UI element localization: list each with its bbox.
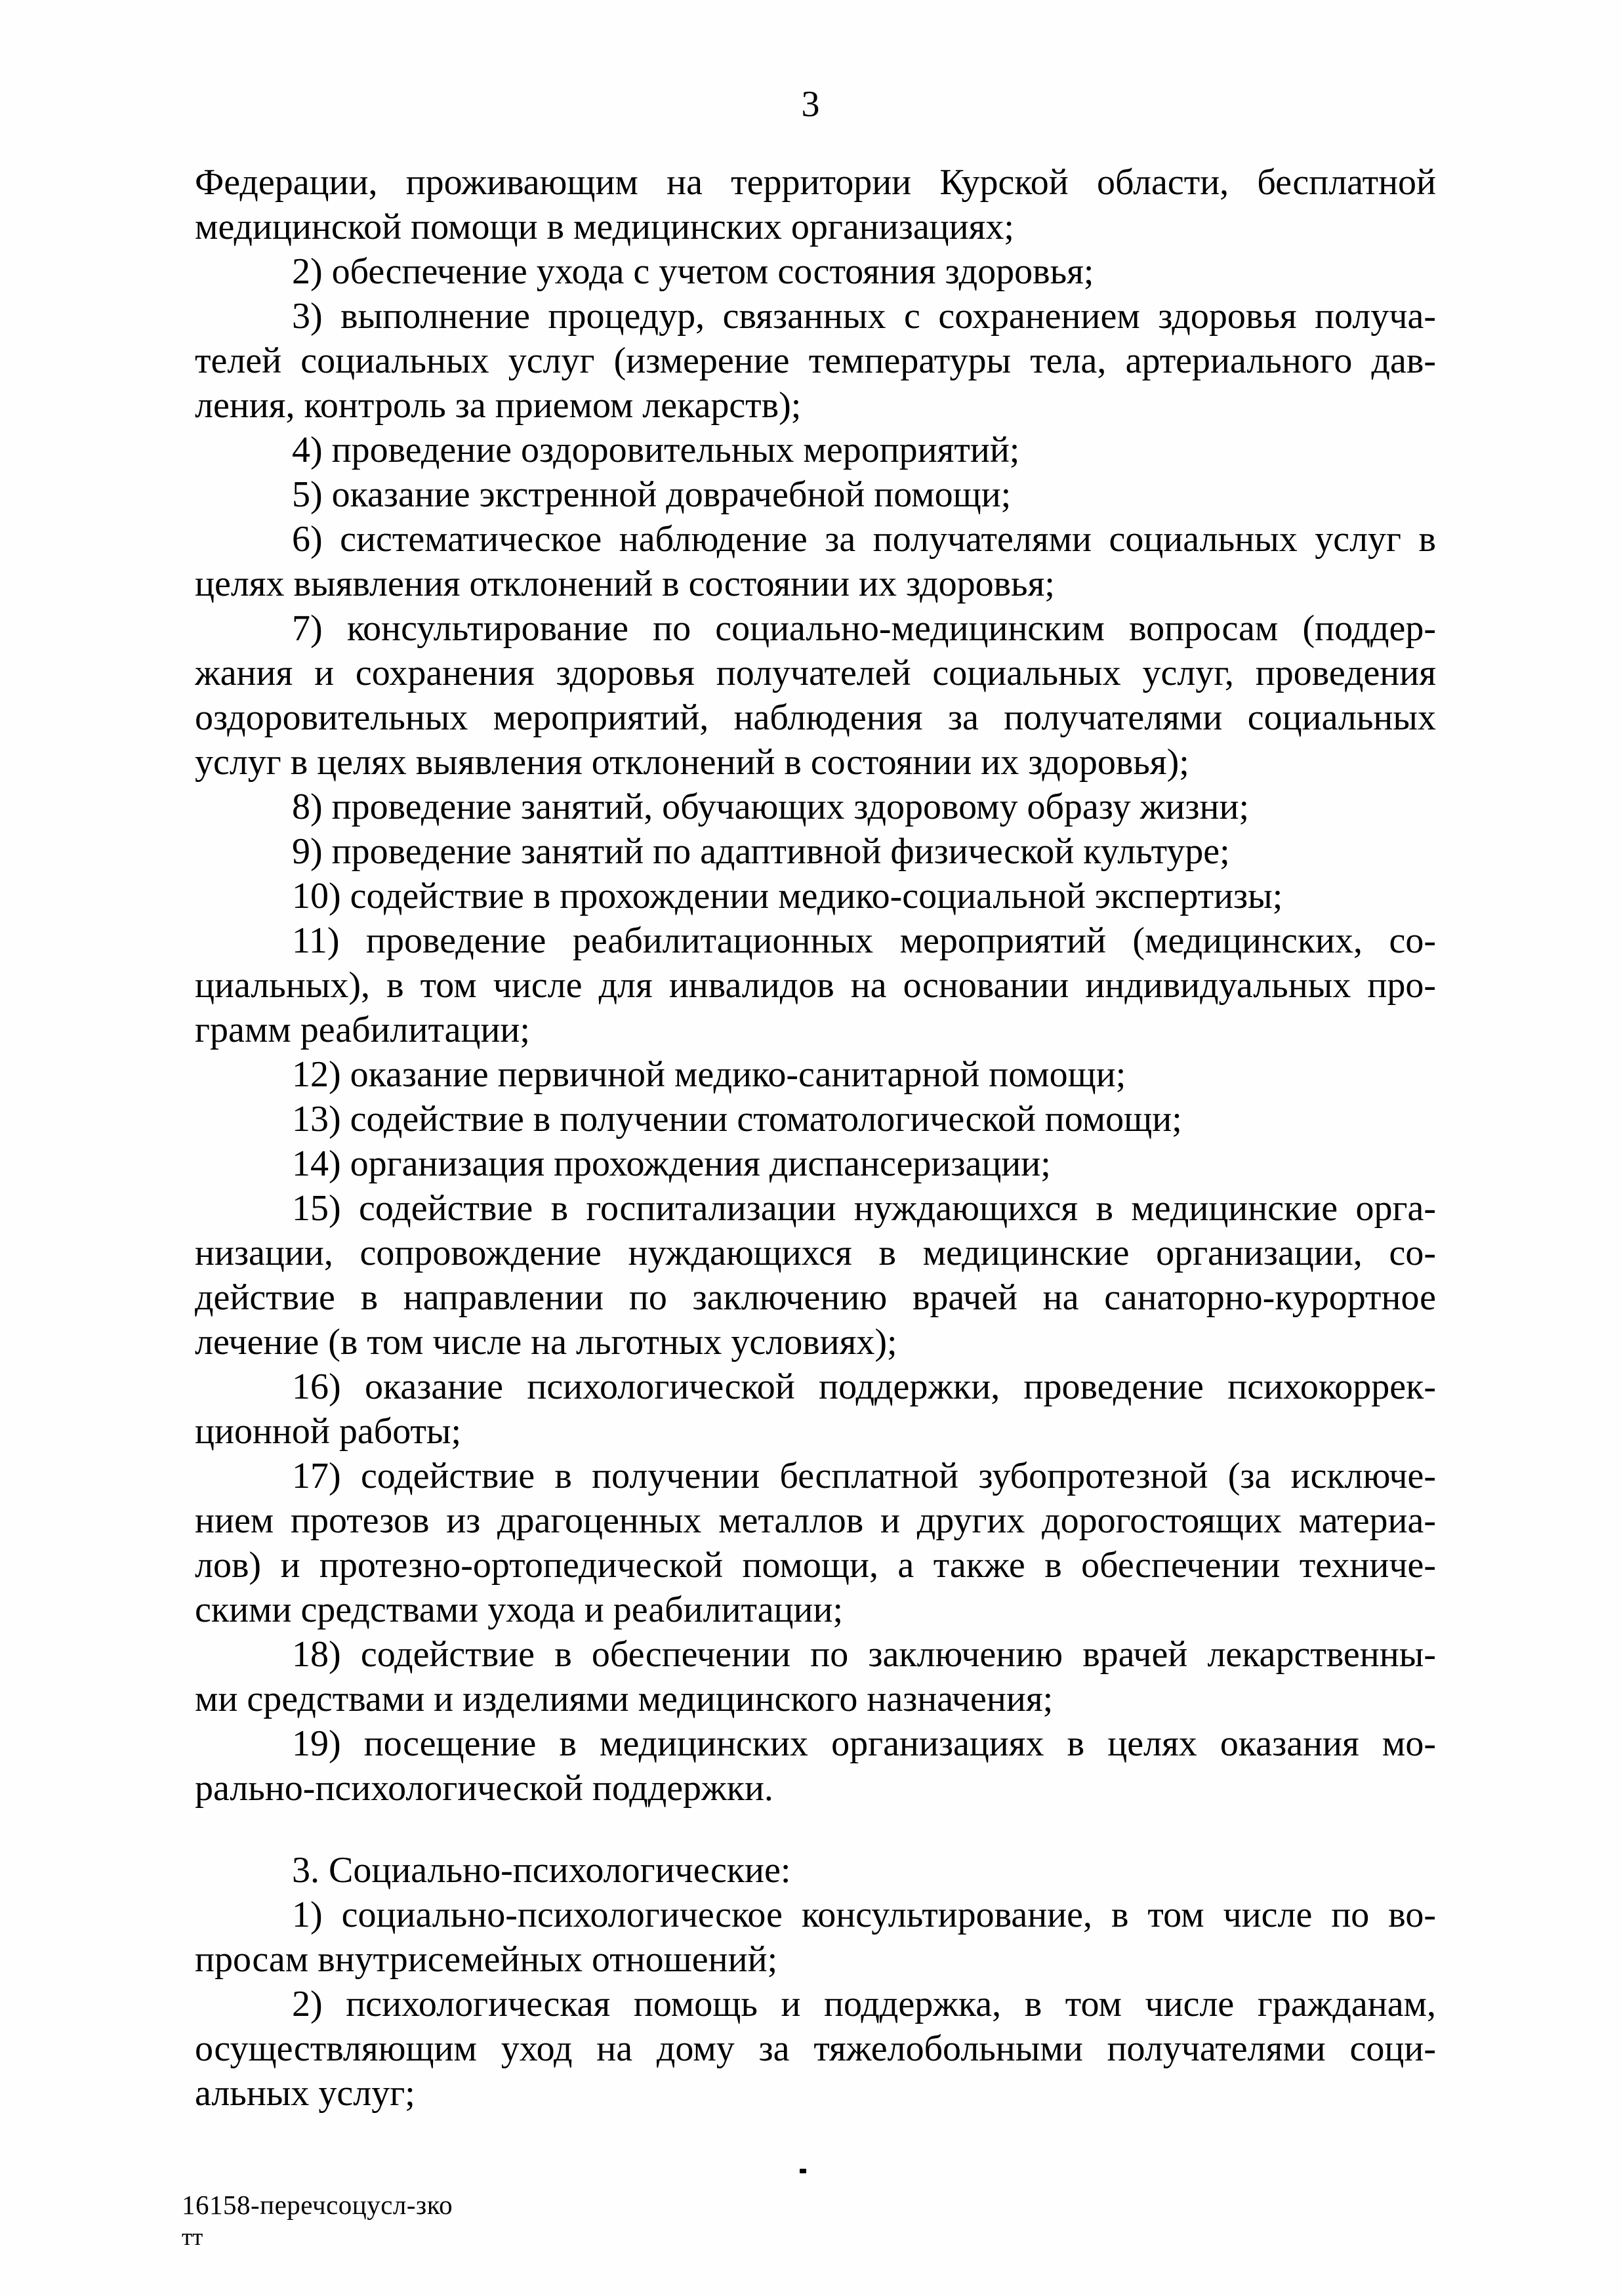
text-line: 6) систематическое наблюдение за получателями социальных услуг в: [292, 519, 1436, 560]
text-line: рально-психологической поддержки.: [195, 1768, 773, 1809]
body-text: [195, 160, 1436, 2116]
page-number: 3: [801, 84, 820, 125]
section-heading: 3. Социально-психологические:: [292, 1850, 791, 1891]
text-line: 16) оказание психологической поддержки, проведение психокоррек-: [292, 1366, 1436, 1407]
text-line: жания и сохранения здоровья получателей социальных услуг, проведения: [195, 653, 1436, 693]
text-line: 7) консультирование по социально-медицинским вопросам (поддер-: [292, 608, 1436, 649]
text-line: услуг в целях выявления отклонений в состоянии их здоровья);: [195, 742, 1189, 783]
text-line: грамм реабилитации;: [195, 1010, 530, 1050]
text-line: 2) обеспечение ухода с учетом состояния здоровья;: [292, 251, 1094, 292]
text-line: лечение (в том числе на льготных условиях);: [195, 1322, 897, 1363]
text-line: 4) проведение оздоровительных мероприятий;: [292, 430, 1020, 470]
footer-initials: тт: [182, 2224, 203, 2251]
text-line: 5) оказание экстренной доврачебной помощи;: [292, 474, 1012, 515]
text-line: низации, сопровождение нуждающихся в медицинские организации, со-: [195, 1233, 1436, 1273]
text-line: медицинской помощи в медицинских организациях;: [195, 207, 1014, 247]
text-line: 11) проведение реабилитационных мероприятий (медицинских, со-: [292, 920, 1436, 961]
text-line: 9) проведение занятий по адаптивной физической культуре;: [292, 831, 1230, 872]
text-line: 3) выполнение процедур, связанных с сохранением здоровья получа-: [292, 296, 1436, 337]
text-line: просам внутрисемейных отношений;: [195, 1939, 778, 1980]
text-line: лов) и протезно-ортопедической помощи, а также в обеспечении техниче-: [195, 1545, 1436, 1586]
text-line: 13) содействие в получении стоматологической помощи;: [292, 1099, 1182, 1139]
text-line: нием протезов из драгоценных металлов и других дорогостоящих материа-: [195, 1500, 1436, 1541]
footer-document-code: 16158-перечсоцусл-зко: [182, 2190, 453, 2220]
text-line: 14) организация прохождения диспансеризации;: [292, 1143, 1051, 1184]
text-line: альных услуг;: [195, 2073, 415, 2114]
text-line: скими средствами ухода и реабилитации;: [195, 1589, 844, 1630]
text-line: телей социальных услуг (измерение температуры тела, артериального дав-: [195, 340, 1436, 381]
text-line: действие в направлении по заключению врачей на санаторно-курортное: [195, 1277, 1436, 1318]
text-line: 18) содействие в обеспечении по заключению врачей лекарственны-: [292, 1634, 1436, 1675]
text-line: ми средствами и изделиями медицинского назначения;: [195, 1679, 1054, 1719]
text-line: 15) содействие в госпитализации нуждающихся в медицинские орга-: [292, 1188, 1436, 1229]
text-line: 10) содействие в прохождении медико-социальной экспертизы;: [292, 876, 1283, 916]
text-line: 19) посещение в медицинских организациях в целях оказания мо-: [292, 1723, 1436, 1764]
text-line: ционной работы;: [195, 1411, 462, 1452]
text-line: целях выявления отклонений в состоянии их здоровья;: [195, 564, 1055, 604]
text-line: оздоровительных мероприятий, наблюдения за получателями социальных: [195, 697, 1436, 738]
footer: [182, 2190, 453, 2251]
text-line: осуществляющим уход на дому за тяжелобольными получателями соци-: [195, 2028, 1436, 2069]
text-line: ления, контроль за приемом лекарств);: [195, 385, 802, 426]
ink-dot: [800, 2169, 806, 2173]
text-line: циальных), в том числе для инвалидов на основании индивидуальных про-: [195, 965, 1436, 1006]
text-line: 17) содействие в получении бесплатной зубопротезной (за исключе-: [292, 1456, 1436, 1496]
text-line: 8) проведение занятий, обучающих здоровому образу жизни;: [292, 787, 1250, 827]
text-line: Федерации, проживающим на территории Курской области, бесплатной: [195, 162, 1436, 203]
text-line: 12) оказание первичной медико-санитарной помощи;: [292, 1054, 1126, 1095]
text-line: 1) социально-психологическое консультирование, в том числе по во-: [292, 1895, 1436, 1935]
text-line: 2) психологическая помощь и поддержка, в том числе гражданам,: [292, 1984, 1436, 2024]
